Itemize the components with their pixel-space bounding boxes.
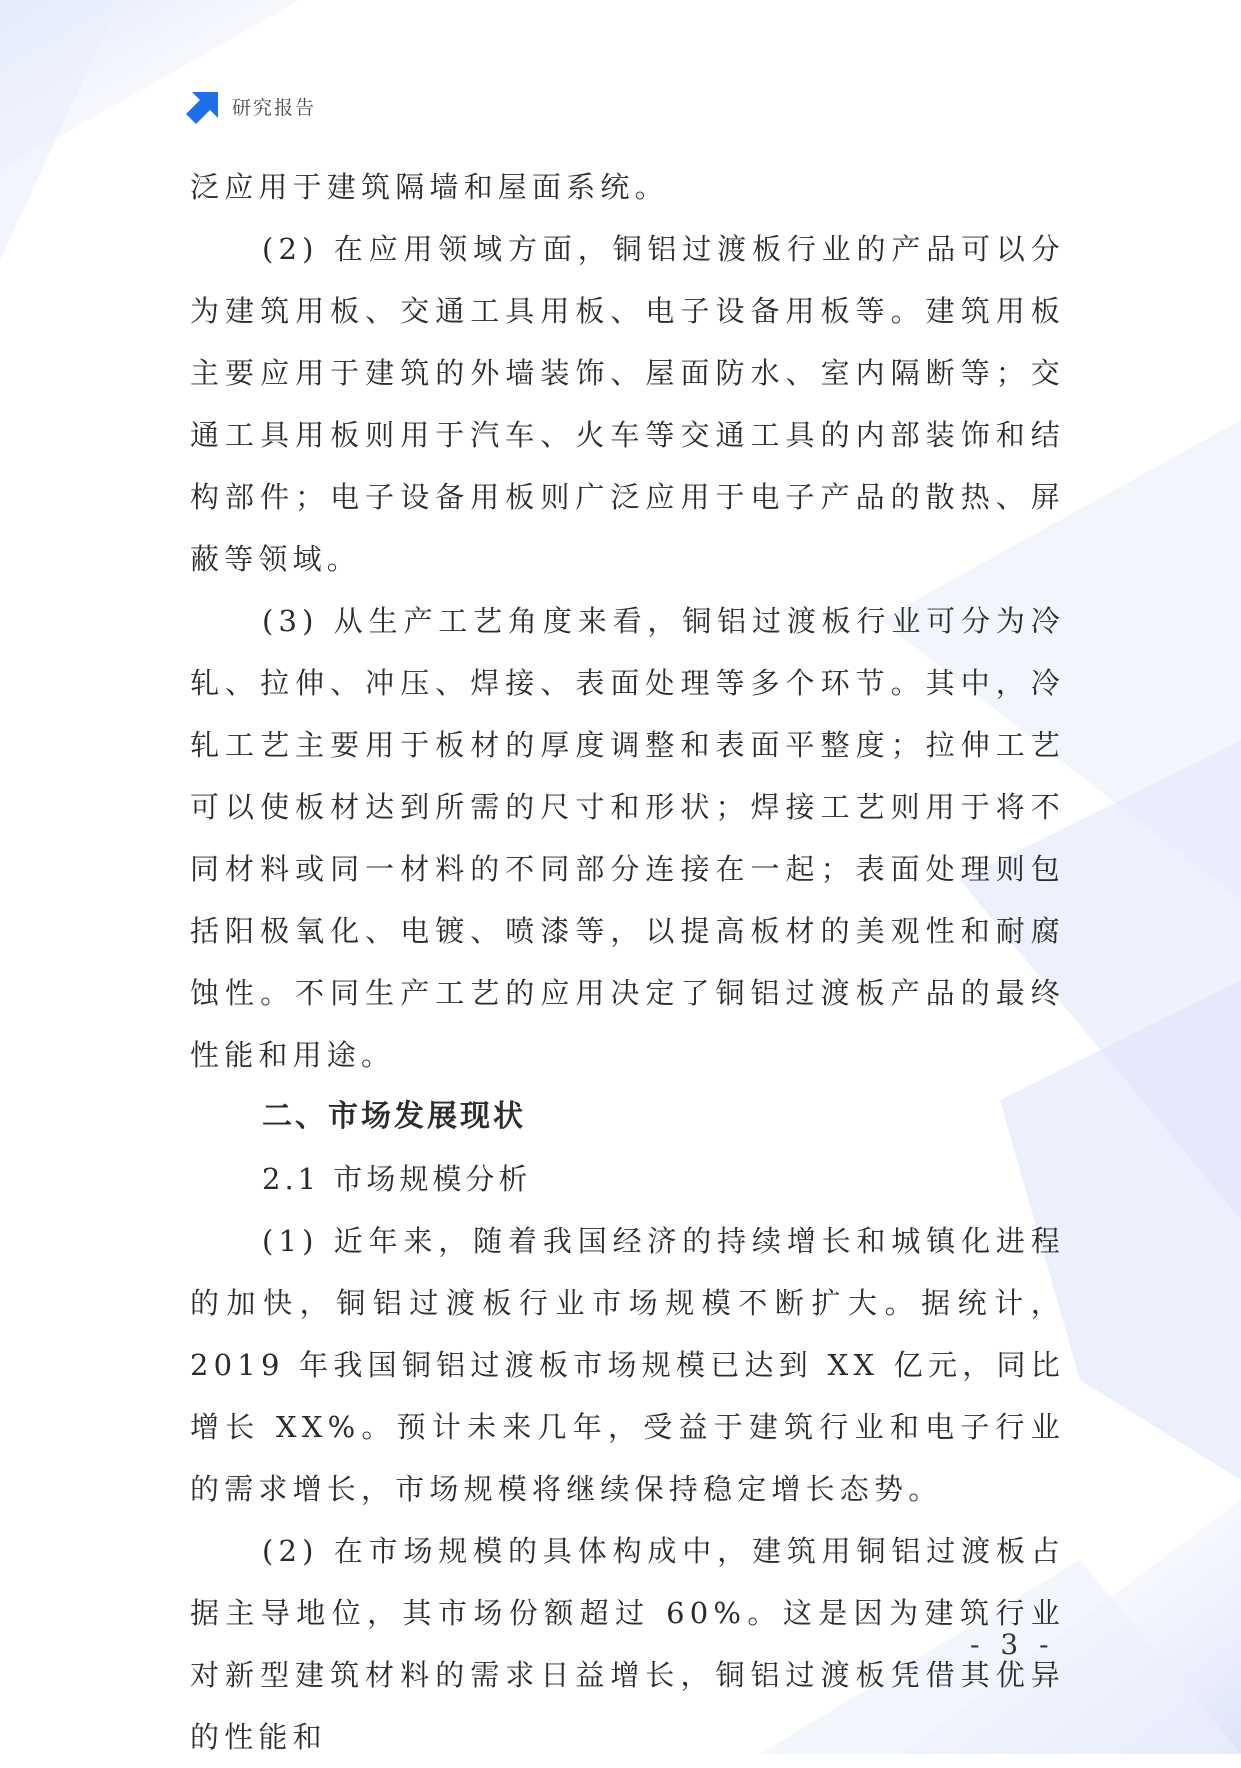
paragraph-market-size: (1) 近年来，随着我国经济的持续增长和城镇化进程的加快，铜铝过渡板行业市场规模不断扩大。据统计，2019 年我国铜铝过渡板市场规模已达到 XX 亿元，同比增长 XX%。预计未来几年，受益于建筑行业和电子行业的需求增长，市场规模将继续保持稳定增长态势。	[190, 1224, 1065, 1506]
header-title: 研究报告	[232, 96, 317, 119]
report-header	[186, 88, 316, 124]
paragraph-production-process: (3) 从生产工艺角度来看，铜铝过渡板行业可分为冷轧、拉伸、冲压、焊接、表面处理等多个环节。其中，冷轧工艺主要用于板材的厚度调整和表面平整度；拉伸工艺可以使板材达到所需的尺寸和形状；焊接工艺则用于将不同材料或同一材料的不同部分连接在一起；表面处理则包括阳极氧化、电镀、喷漆等，以提高板材的美观性和耐腐蚀性。不同生产工艺的应用决定了铜铝过渡板产品的最终性能和用途。	[190, 604, 1065, 1072]
page-number: - 3 -	[970, 1628, 1055, 1661]
paragraph-application-fields: (2) 在应用领域方面，铜铝过渡板行业的产品可以分为建筑用板、交通工具用板、电子设备用板等。建筑用板主要应用于建筑的外墙装饰、屋面防水、室内隔断等；交通工具用板则用于汽车、火车等交通工具的内部装饰和结构部件；电子设备用板则广泛应用于电子产品的散热、屏蔽等领域。	[190, 232, 1065, 576]
document-body	[190, 156, 1065, 1768]
paragraph-continuation: 泛应用于建筑隔墙和屋面系统。	[190, 170, 669, 204]
paragraph-market-composition: (2) 在市场规模的具体构成中，建筑用铜铝过渡板占据主导地位，其市场份额超过 60%。这是因为建筑行业对新型建筑材料的需求日益增长，铜铝过渡板凭借其优异的性能和	[190, 1534, 1065, 1754]
subsection-heading: 2.1 市场规模分析	[262, 1162, 532, 1196]
arrow-up-right-icon	[186, 88, 222, 124]
section-heading: 二、市场发展现状	[262, 1099, 526, 1134]
